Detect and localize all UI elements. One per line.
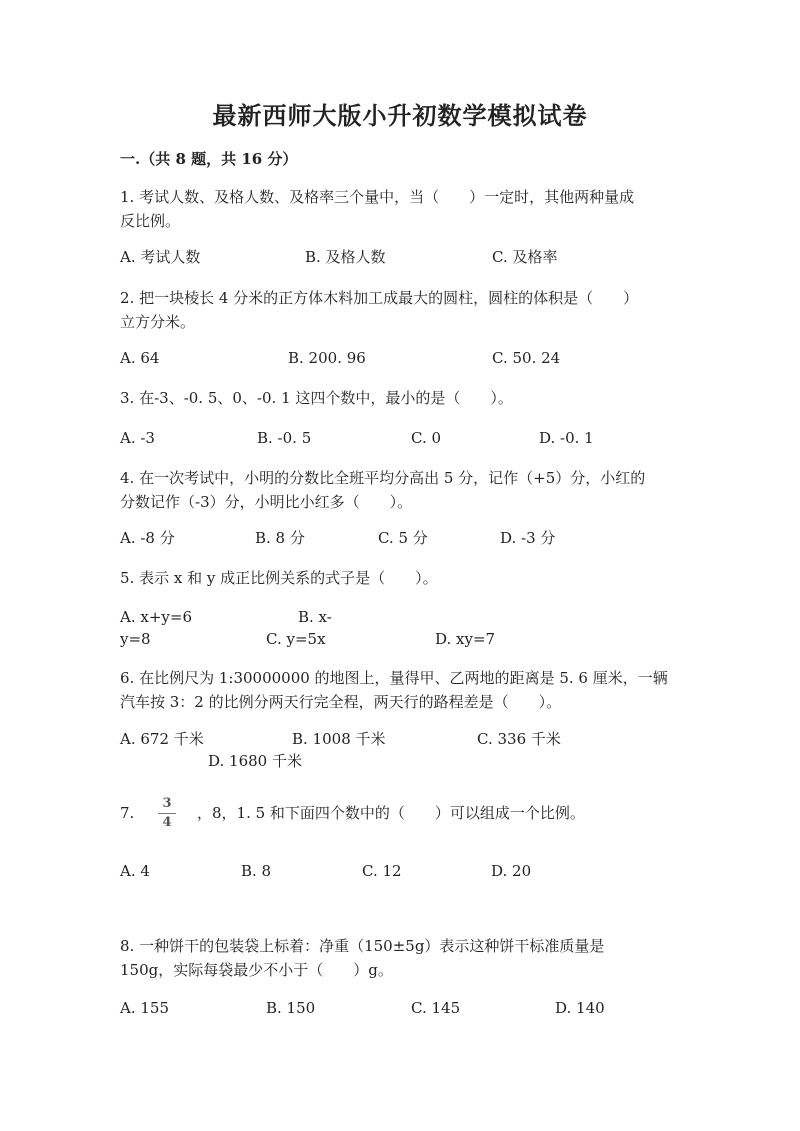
question-3 xyxy=(120,386,690,410)
section-heading: 一.（共 8 题，共 16 分） xyxy=(120,150,298,168)
question-text: 3. 在-3、-0. 5、0、-0. 1 这四个数中，最小的是（ ）。 xyxy=(120,389,513,407)
fraction-denominator: 4 xyxy=(162,815,172,830)
fraction-bar xyxy=(158,813,176,814)
question-text: ，8，1. 5 和下面四个数中的（ ）可以组成一个比例。 xyxy=(197,804,585,822)
fraction-numerator: 3 xyxy=(162,796,172,811)
option-b: B. 1008 千米 xyxy=(292,730,386,748)
option-b: B. 8 分 xyxy=(255,529,305,547)
question-5 xyxy=(120,566,690,590)
option-b-continued: y=8 xyxy=(120,630,151,648)
question-text: 5. 表示 x 和 y 成正比例关系的式子是（ ）。 xyxy=(120,569,438,587)
option-b: B. x- xyxy=(298,608,332,626)
option-a: A. 155 xyxy=(120,999,169,1017)
question-text: 反比例。 xyxy=(120,212,181,230)
option-d: D. -3 分 xyxy=(500,529,556,547)
question-1 xyxy=(120,185,690,233)
question-text: 8. 一种饼干的包装袋上标着：净重（150±5g）表示这种饼干标准质量是 xyxy=(120,937,605,955)
option-a: A. -3 xyxy=(120,429,155,447)
option-a: A. 64 xyxy=(120,349,160,367)
option-b: B. -0. 5 xyxy=(257,429,312,447)
option-d: D. -0. 1 xyxy=(539,429,594,447)
option-c: C. 50. 24 xyxy=(492,349,561,367)
question-text: 分数记作（-3）分，小明比小红多（ ）。 xyxy=(120,493,413,511)
option-c: C. 145 xyxy=(411,999,461,1017)
question-4 xyxy=(120,466,690,514)
option-c: C. 0 xyxy=(411,429,442,447)
option-a: A. 4 xyxy=(120,862,150,880)
question-text: 立方分米。 xyxy=(120,313,196,331)
option-a: A. x+y=6 xyxy=(120,608,192,626)
option-b: B. 8 xyxy=(241,862,272,880)
question-6 xyxy=(120,666,690,714)
fraction-three-quarters xyxy=(156,796,178,831)
question-2 xyxy=(120,286,690,334)
question-text: 1. 考试人数、及格人数、及格率三个量中，当（ ）一定时，其他两种量成 xyxy=(120,188,635,206)
option-b: B. 200. 96 xyxy=(288,349,366,367)
page-title: 最新西师大版小升初数学模拟试卷 xyxy=(212,101,588,130)
option-c: C. 及格率 xyxy=(492,248,558,266)
option-c: C. 336 千米 xyxy=(477,730,561,748)
option-b: B. 及格人数 xyxy=(305,248,386,266)
question-8 xyxy=(120,934,690,982)
option-c: C. 5 分 xyxy=(378,529,428,547)
option-d: D. 20 xyxy=(491,862,532,880)
option-d: D. xy=7 xyxy=(435,630,496,648)
option-c: C. y=5x xyxy=(266,630,326,648)
option-d: D. 140 xyxy=(555,999,605,1017)
question-text: 汽车按 3：2 的比例分两天行完全程，两天行的路程差是（ ）。 xyxy=(120,693,562,711)
option-a: A. 672 千米 xyxy=(120,730,204,748)
option-b: B. 150 xyxy=(266,999,316,1017)
question-text: 4. 在一次考试中，小明的分数比全班平均分高出 5 分，记作（+5）分，小红的 xyxy=(120,469,646,487)
option-d: D. 1680 千米 xyxy=(208,752,302,770)
question-text: 150g，实际每袋最少不小于（ ）g。 xyxy=(120,961,393,979)
option-a: A. -8 分 xyxy=(120,529,175,547)
option-c: C. 12 xyxy=(362,862,402,880)
question-text: 6. 在比例尺为 1:30000000 的地图上，量得甲、乙两地的距离是 5. 6 厘米，一辆 xyxy=(120,669,668,687)
question-text: 2. 把一块棱长 4 分米的正方体木料加工成最大的圆柱，圆柱的体积是（ ） xyxy=(120,289,639,307)
question-7-number: 7. xyxy=(120,804,135,822)
option-a: A. 考试人数 xyxy=(120,248,201,266)
